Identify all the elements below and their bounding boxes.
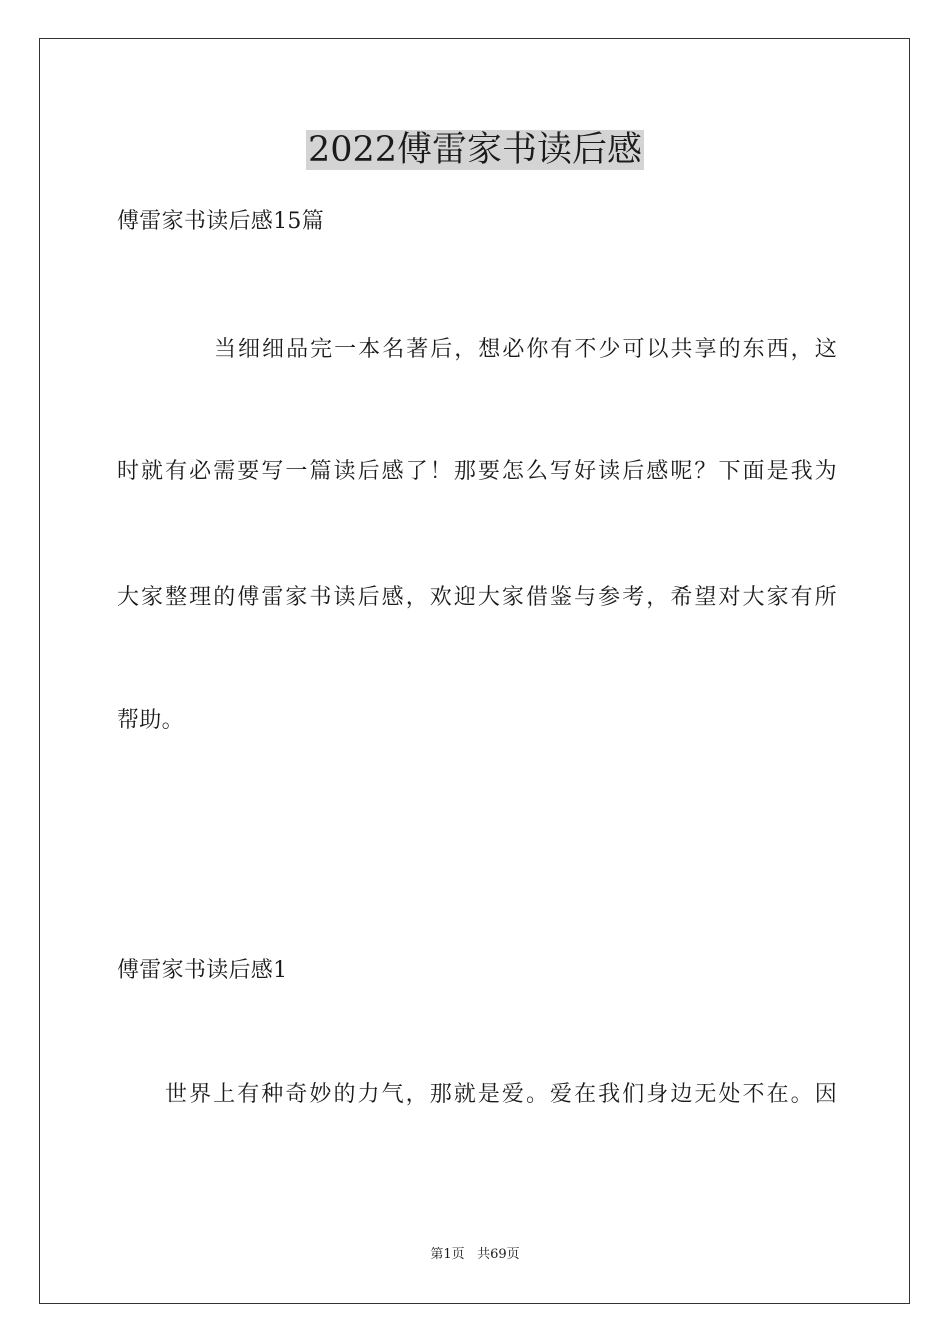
page-total: 共69页: [477, 1247, 520, 1262]
document-subtitle: 傅雷家书读后感15篇: [117, 209, 324, 234]
intro-line-1: 当细细品完一本名著后，想必你有不少可以共享的东西，这: [214, 337, 837, 362]
page-number: 第1页: [430, 1247, 465, 1262]
document-title-text: 2022傅雷家书读后感: [307, 130, 643, 170]
intro-line-4: 帮助。: [117, 708, 184, 733]
section-paragraph-line-1: 世界上有种奇妙的力气，那就是爱。爱在我们身边无处不在。因: [165, 1082, 837, 1107]
document-title: [0, 128, 950, 172]
intro-line-3: 大家整理的傅雷家书读后感，欢迎大家借鉴与参考，希望对大家有所: [117, 585, 837, 610]
page-footer: [0, 1246, 950, 1264]
section-heading: 傅雷家书读后感1: [117, 958, 288, 983]
intro-line-2: 时就有必需要写一篇读后感了！那要怎么写好读后感呢？下面是我为: [117, 459, 837, 484]
